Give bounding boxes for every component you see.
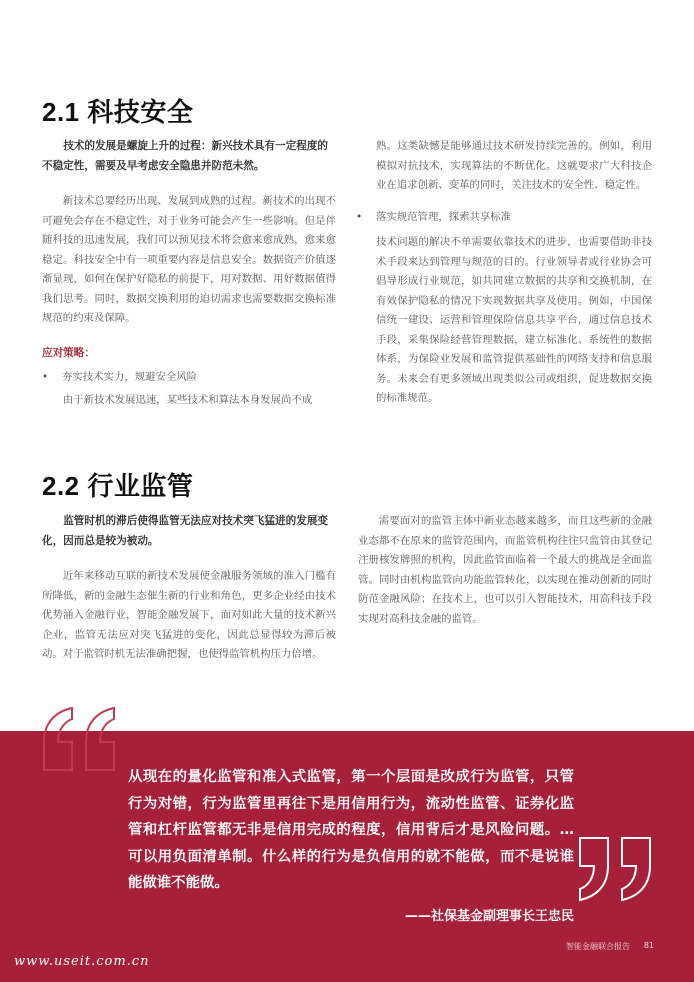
bullet-1-title: 夯实技术实力，规避安全风险 xyxy=(62,370,198,383)
bullet-2-title: 落实规范管理，探索共享标准 xyxy=(376,210,512,223)
section-heading-2-1: 2.1 科技安全 xyxy=(42,97,194,127)
bullet-item-1 xyxy=(42,368,336,388)
section2-lead: 监管时机的滞后使得监管无法应对技术突飞猛进的发展变化，因而总是较为被动。 xyxy=(42,515,329,547)
section1-lead: 技术的发展是螺旋上升的过程：新兴技术具有一定程度的不稳定性，需要及早考虑安全隐患并防范未然。 xyxy=(42,140,329,172)
section1-paragraph: 新技术总要经历出现、发展到成熟的过程。新技术的出现不可避免会存在不稳定性，对于业务可能会产生一些影响。但是伴随科技的迅速发展，我们可以预见技术将会愈来愈成熟，愈来愈稳定。科技安全中有一项重要内容是信息安全。数据资产价值逐渐显现，如何在保护好隐私的前提下，用对数据、用好数据值得我们思考。同时，数据交换利用的迫切需求也需要数据交换标准规范的约束及保障。 xyxy=(42,195,336,324)
close-quote-icon xyxy=(578,836,652,902)
page-number: 81 xyxy=(643,941,654,950)
bullet-dot: • xyxy=(42,370,49,383)
section-heading-2-2: 2.2 行业监管 xyxy=(42,471,194,501)
quote-attribution: ——社保基金副理事长王忠民 xyxy=(404,909,574,924)
bullet-item-2 xyxy=(356,208,652,228)
section2-right-column xyxy=(358,512,652,629)
bullet-1-text-continued: 熟。这类缺憾是能够通过技术研发持续完善的。例如，利用模拟对抗技术，实现算法的不断优化。这就要求广大科技企业在追求创新、变革的同时，关注技术的安全性、稳定性。 xyxy=(376,140,652,191)
bullet-1-text-start: 由于新技术发展迅速，某些技术和算法本身发展尚不成 xyxy=(62,394,313,406)
watermark: www.useit.com.cn xyxy=(14,954,150,969)
section2-left-column xyxy=(42,512,336,665)
bullet-dot: • xyxy=(356,210,363,223)
section2-paragraph-1: 近年来移动互联的新技术发展使金融服务领域的准入门槛有所降低，新的金融生态催生新的行业和角色，更多企业经由技术优势涌入金融行业，智能金融发展下，面对如此大量的技术新兴企业，监管无法应对突飞猛进的变化，因此总显得较为滞后被动。对于监管时机无法准确把握，也使得监管机构压力倍增。 xyxy=(42,570,336,660)
open-quote-icon xyxy=(42,706,116,772)
quote-text: 从现在的量化监管和准入式监管，第一个层面是改成行为监管，只管行为对错，行为监管里再往下是用信用行为，流动性监管、证券化监管和杠杆监管都无非是信用完成的程度，信用背后才是风险问题。…可以用负面清单制。什么样的行为是负信用的就不能做，而不是说谁能做谁不能做。 xyxy=(128,769,574,891)
footer-report-name: 智能金融联合报告 xyxy=(566,942,630,951)
section1-left-column xyxy=(42,137,336,411)
strategy-label: 应对策略： xyxy=(42,346,95,359)
section2-paragraph-2: 需要面对的监管主体中新业态越来越多，而且这些新的金融业态都不在原来的监管范围内，而监管机构往往只监管由其登记注册核发牌照的机构，因此监管面临着一个最大的挑战是全面监管。同时由机构监管向功能监管转化，以实现在推动创新的同时防范金融风险；在技术上，也可以引入智能技术，用高科技手段实现对高科技金融的监管。 xyxy=(358,515,652,625)
bullet-2-text: 技术问题的解决不单需要依靠技术的进步，也需要借助非技术手段来达到管理与规范的目的。行业领导者或行业协会可倡导形成行业规范，如共同建立数据的共享和交换机制，在有效保护隐私的情况下实现数据共享及使用。例如，中国保信统一建设、运营和管理保险信息共享平台，通过信息技术手段，采集保险经营管理数据，建立标准化、系统性的数据体系，为保险业发展和监管提供基础性的网络支持和信息服务。未来会有更多领域出现类似公司或组织，促进数据交换的标准规范。 xyxy=(376,236,652,404)
section1-right-column xyxy=(356,137,652,409)
